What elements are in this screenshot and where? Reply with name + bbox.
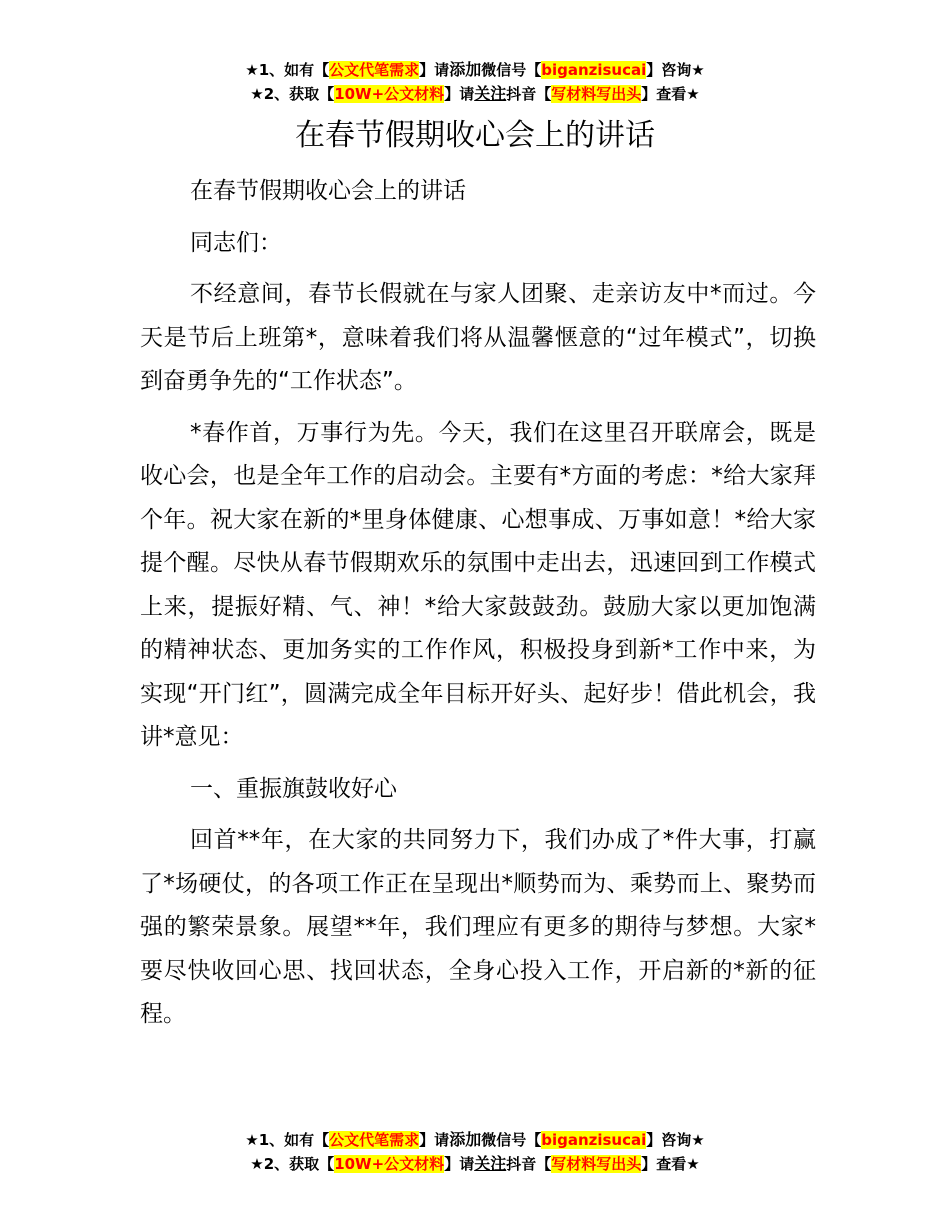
banner-highlight: 公文代笔需求 (329, 61, 420, 79)
banner-emphasis: 添加 (449, 60, 482, 79)
banner-text: 】咨询★ (646, 1131, 705, 1149)
paragraph: 在春节假期收心会上的讲话 (190, 178, 466, 204)
banner-text: 微信号【 (481, 61, 542, 79)
footer-banner (0, 1128, 950, 1176)
banner-text: ★1、如有【 (245, 61, 330, 79)
paragraph: *春作首，万事行为先。今天，我们在这里召开联席会，既是收心会，也是全年工作的启动会。主要有*方面的考虑：*给大家拜个年。祝大家在新的*里身体健康、心想事成、万事如意！*给大家提个醒。尽快从春节假期欢乐的氛围中走出去，迅速回到工作模式上来，提振好精、气、神！*给大家鼓鼓劲。鼓励大家以更加饱满的精神状态、更加务实的工作作风，积极投身到新*工作中来，为实现“开门红”，圆满完成全年目标开好头、起好步！借此机会，我讲*意见： (140, 419, 816, 750)
document-title: 在春节假期收心会上的讲话 (295, 118, 655, 153)
banner-text: 】请 (444, 1155, 475, 1173)
banner-text: 】请 (419, 61, 450, 79)
banner-text: ★2、获取【 (250, 1155, 335, 1173)
paragraph: 不经意间，春节长假就在与家人团聚、走亲访友中*而过。今天是节后上班第*，意味着我们将从温馨惬意的“过年模式”，切换到奋勇争先的“工作状态”。 (140, 281, 816, 394)
banner-wechat-id: biganzisucai (541, 61, 647, 79)
banner-text: 微信号【 (481, 1131, 542, 1149)
banner-text: 】请 (419, 1131, 450, 1149)
banner-highlight: 10W+公文材料 (334, 85, 445, 103)
banner-highlight: 公文代笔需求 (329, 1131, 420, 1149)
banner-text: ★1、如有【 (245, 1131, 330, 1149)
banner-text: 抖音【 (506, 85, 552, 103)
banner-highlight: 写材料写出头 (551, 85, 642, 103)
banner-line-2 (0, 82, 950, 106)
banner-emphasis: 添加 (449, 1130, 482, 1149)
banner-highlight: 写材料写出头 (551, 1155, 642, 1173)
banner-text: 】请 (444, 85, 475, 103)
banner-emphasis: 关注 (474, 1154, 507, 1173)
banner-line-1 (0, 58, 950, 82)
document-body (140, 170, 816, 1045)
banner-emphasis: 关注 (474, 84, 507, 103)
banner-wechat-id: biganzisucai (541, 1131, 647, 1149)
banner-highlight: 10W+公文材料 (334, 1155, 445, 1173)
banner-text: 】查看★ (641, 1155, 700, 1173)
paragraph: 回首**年，在大家的共同努力下，我们办成了*件大事，打赢了*场硬仗，的各项工作正在呈现出*顺势而为、乘势而上、聚势而强的繁荣景象。展望**年，我们理应有更多的期待与梦想。大家*要尽快收回心思、找回状态，全身心投入工作，开启新的*新的征程。 (140, 827, 816, 1027)
banner-text: 】查看★ (641, 85, 700, 103)
header-banner (0, 58, 950, 106)
paragraph: 同志们： (190, 229, 282, 256)
banner-text: 】咨询★ (646, 61, 705, 79)
section-heading: 一、重振旗鼓收好心 (190, 775, 397, 802)
banner-line-2 (0, 1152, 950, 1176)
banner-text: ★2、获取【 (250, 85, 335, 103)
banner-line-1 (0, 1128, 950, 1152)
banner-text: 抖音【 (506, 1155, 552, 1173)
